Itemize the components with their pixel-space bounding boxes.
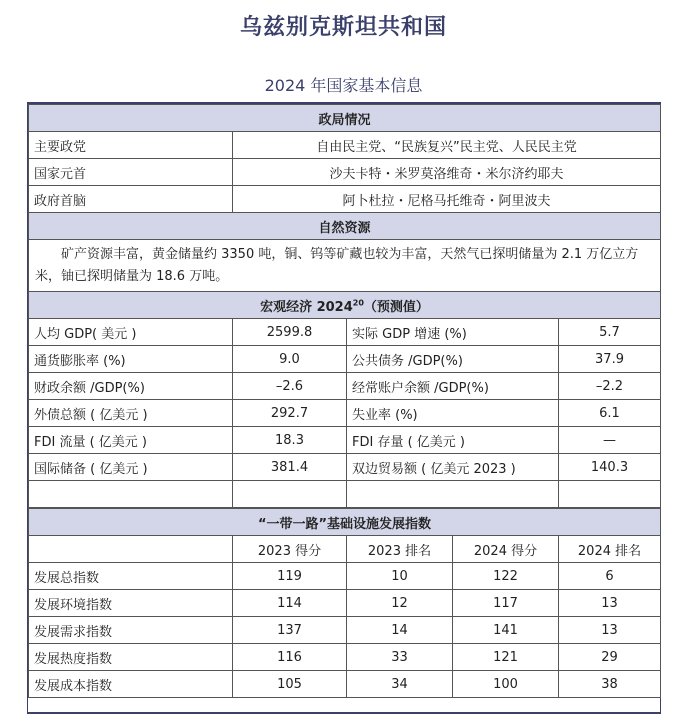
index-value: 100 (453, 671, 559, 698)
metric-value: 140.3 (559, 454, 661, 481)
index-value: 33 (347, 644, 453, 671)
index-value: 119 (233, 563, 347, 590)
bri-index-table (28, 508, 661, 698)
row-label: 国家元首 (29, 159, 233, 186)
table-row (29, 671, 661, 698)
index-label: 发展热度指数 (29, 644, 233, 671)
metric-value: 37.9 (559, 346, 661, 373)
metric-label: 通货膨胀率 (%) (29, 346, 233, 373)
empty-cell (347, 481, 559, 508)
index-label: 发展需求指数 (29, 617, 233, 644)
empty-cell (559, 481, 661, 508)
metric-label: FDI 存量 ( 亿美元 ) (347, 427, 559, 454)
index-value: 116 (233, 644, 347, 671)
section-title: “一带一路”基础设施发展指数 (29, 509, 661, 536)
empty-cell (29, 536, 233, 563)
index-value: 14 (347, 617, 453, 644)
index-value: 13 (559, 617, 661, 644)
table-row (29, 240, 661, 292)
row-value: 沙夫卡特・米罗莫洛维奇・米尔济约耶夫 (233, 159, 661, 186)
index-label: 发展总指数 (29, 563, 233, 590)
index-label: 发展环境指数 (29, 590, 233, 617)
table-row (29, 159, 661, 186)
table-row (29, 132, 661, 159)
section-header-resources (29, 213, 661, 240)
metric-value: 2599.8 (233, 319, 347, 346)
metric-label: 双边贸易额 ( 亿美元 2023 ) (347, 454, 559, 481)
metric-value: 292.7 (233, 400, 347, 427)
table-row (29, 590, 661, 617)
index-value: 141 (453, 617, 559, 644)
macro-title-prefix: 宏观经济 2024 (260, 299, 353, 315)
section-header-politics (29, 105, 661, 132)
index-value: 38 (559, 671, 661, 698)
page-title: 乌兹别克斯坦共和国 (239, 15, 447, 40)
table-row (29, 563, 661, 590)
table-row (29, 400, 661, 427)
column-header: 2023 得分 (233, 536, 347, 563)
metric-label: 人均 GDP( 美元 ) (29, 319, 233, 346)
index-value: 12 (347, 590, 453, 617)
index-value: 10 (347, 563, 453, 590)
index-label: 发展成本指数 (29, 671, 233, 698)
country-info-table (28, 104, 661, 508)
metric-label: 外债总额 ( 亿美元 ) (29, 400, 233, 427)
macro-title-suffix: （预测值） (363, 299, 429, 315)
row-value: 阿卜杜拉・尼格马托维奇・阿里波夫 (233, 186, 661, 213)
table-row (29, 617, 661, 644)
table-row (29, 427, 661, 454)
table-row (29, 644, 661, 671)
section-title (29, 292, 661, 319)
index-value: 117 (453, 590, 559, 617)
footnote-ref: 20 (352, 298, 364, 308)
metric-value: –2.6 (233, 373, 347, 400)
metric-value: –2.2 (559, 373, 661, 400)
row-value: 自由民主党、“民族复兴”民主党、人民民主党 (233, 132, 661, 159)
column-header: 2024 排名 (559, 536, 661, 563)
metric-label: 实际 GDP 增速 (%) (347, 319, 559, 346)
metric-label: FDI 流量 ( 亿美元 ) (29, 427, 233, 454)
section-header-bri (29, 509, 661, 536)
resources-text: 矿产资源丰富，黄金储量约 3350 吨，铜、钨等矿藏也较为丰富，天然气已探明储量为 2.1 万亿立方米，铀已探明储量为 18.6 万吨。 (29, 240, 661, 292)
metric-label: 国际储备 ( 亿美元 ) (29, 454, 233, 481)
metric-value: 381.4 (233, 454, 347, 481)
table-row (29, 346, 661, 373)
page-subtitle: 2024 年国家基本信息 (264, 76, 423, 95)
index-value: 137 (233, 617, 347, 644)
table-row-empty (29, 481, 661, 508)
metric-value: 6.1 (559, 400, 661, 427)
metric-label: 财政余额 /GDP(%) (29, 373, 233, 400)
metric-label: 公共债务 /GDP(%) (347, 346, 559, 373)
empty-cell (233, 481, 347, 508)
column-header: 2023 排名 (347, 536, 453, 563)
metric-value: 18.3 (233, 427, 347, 454)
info-frame (27, 102, 661, 714)
metric-label: 失业率 (%) (347, 400, 559, 427)
index-value: 29 (559, 644, 661, 671)
row-label: 主要政党 (29, 132, 233, 159)
index-value: 34 (347, 671, 453, 698)
metric-label: 经常账户余额 /GDP(%) (347, 373, 559, 400)
metric-value: — (559, 427, 661, 454)
empty-cell (29, 481, 233, 508)
metric-value: 5.7 (559, 319, 661, 346)
index-value: 122 (453, 563, 559, 590)
table-row (29, 454, 661, 481)
table-row (29, 373, 661, 400)
index-value: 105 (233, 671, 347, 698)
metric-value: 9.0 (233, 346, 347, 373)
section-title: 自然资源 (29, 213, 661, 240)
section-header-macro (29, 292, 661, 319)
table-row (29, 186, 661, 213)
table-header-row (29, 536, 661, 563)
index-value: 121 (453, 644, 559, 671)
section-title: 政局情况 (29, 105, 661, 132)
index-value: 6 (559, 563, 661, 590)
table-row (29, 319, 661, 346)
column-header: 2024 得分 (453, 536, 559, 563)
row-label: 政府首脑 (29, 186, 233, 213)
index-value: 13 (559, 590, 661, 617)
index-value: 114 (233, 590, 347, 617)
